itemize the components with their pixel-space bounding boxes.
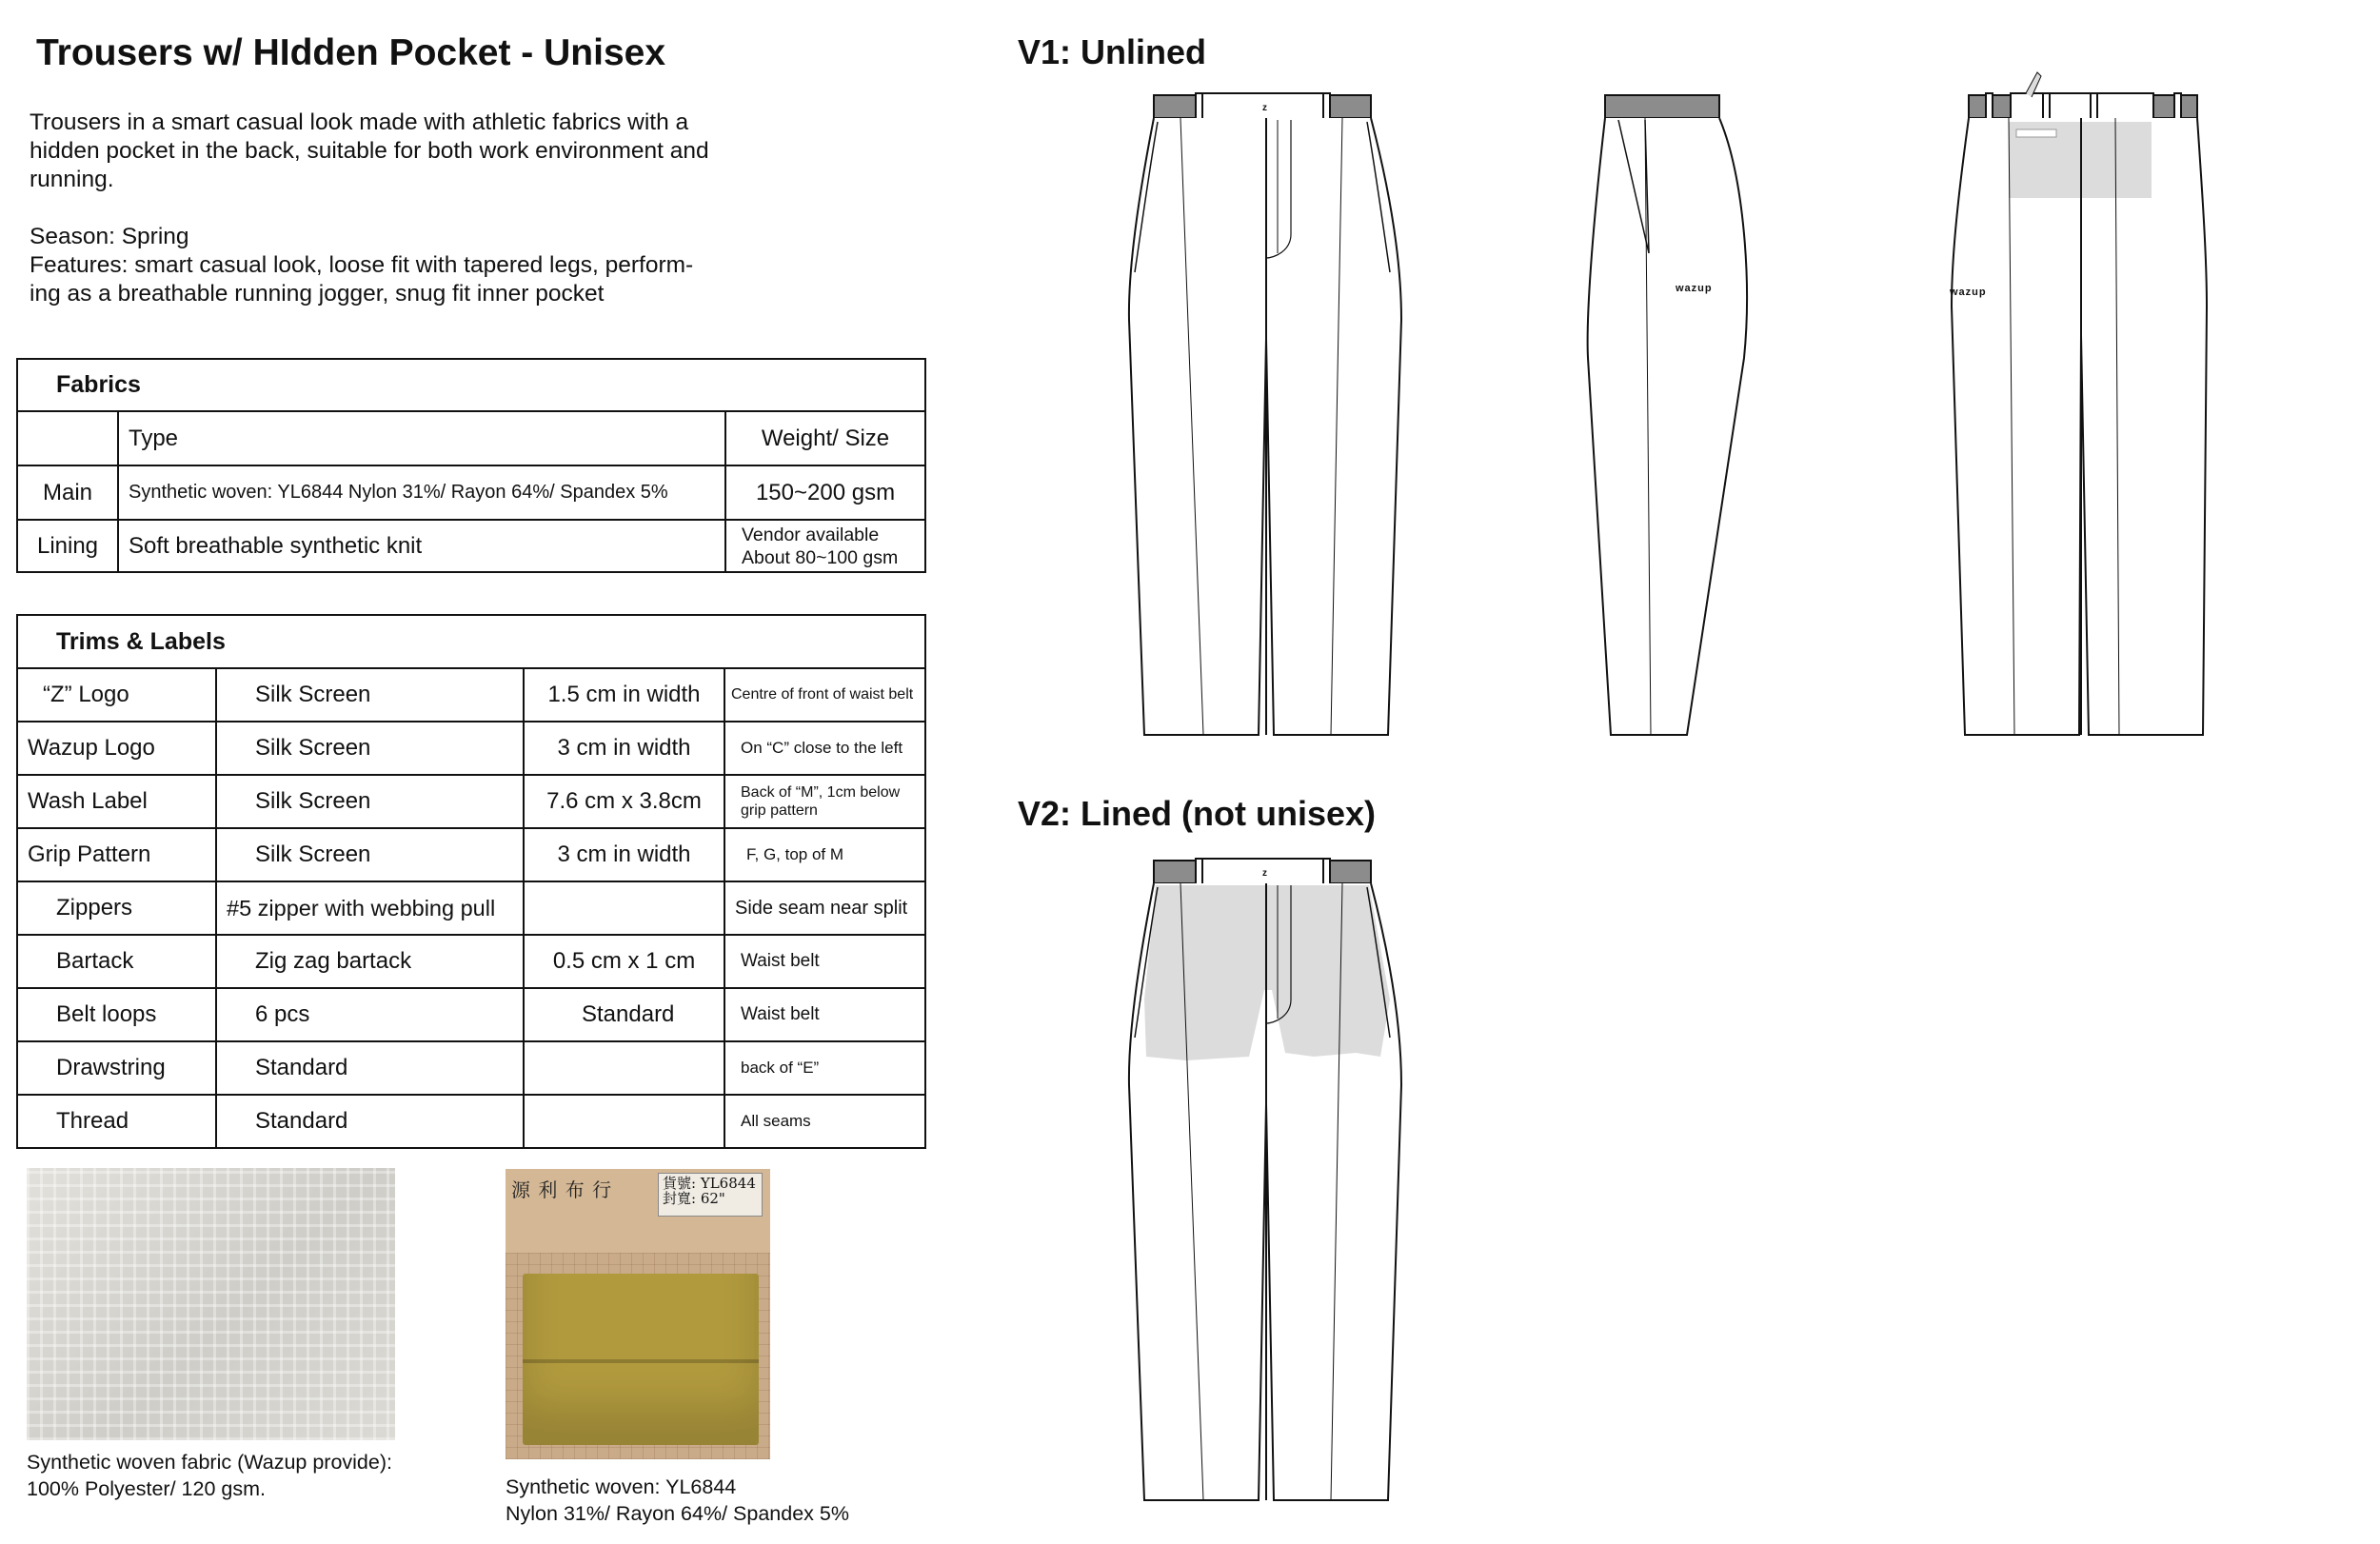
trim-placement: F, G, top of M xyxy=(724,828,925,881)
trim-method: Silk Screen xyxy=(216,722,524,775)
trim-placement: Waist belt xyxy=(724,988,925,1041)
trousers-lined-front-drawing xyxy=(1123,857,1399,1504)
trousers-back-drawing xyxy=(1929,69,2233,739)
fabric-label: Lining xyxy=(17,520,118,572)
fabric-type: Synthetic woven: YL6844 Nylon 31%/ Rayon 64%/ Spandex 5% xyxy=(118,465,725,520)
fabric-weight: Vendor available About 80~100 gsm xyxy=(725,520,925,572)
trim-method: Standard xyxy=(216,1041,524,1095)
trim-size xyxy=(524,881,724,935)
trim-size: Standard xyxy=(524,988,724,1041)
table-row xyxy=(17,465,925,520)
trim-placement: All seams xyxy=(724,1095,925,1148)
trim-method: 6 pcs xyxy=(216,988,524,1041)
table-row xyxy=(17,935,925,988)
trim-name: Thread xyxy=(17,1095,216,1148)
trim-size: 0.5 cm x 1 cm xyxy=(524,935,724,988)
table-row xyxy=(17,668,925,722)
trousers-front-drawing xyxy=(1123,91,1399,739)
trim-name: Bartack xyxy=(17,935,216,988)
trim-size xyxy=(524,1095,724,1148)
trim-method: Zig zag bartack xyxy=(216,935,524,988)
trim-placement: Back of “M”, 1cm below grip pattern xyxy=(724,775,925,828)
table-row xyxy=(17,988,925,1041)
trim-method: Silk Screen xyxy=(216,668,524,722)
fabrics-header-blank xyxy=(17,411,118,465)
fabrics-header-weight: Weight/ Size xyxy=(725,411,925,465)
fabric-weight: 150~200 gsm xyxy=(725,465,925,520)
description xyxy=(30,109,715,308)
trim-method: Silk Screen xyxy=(216,775,524,828)
page-title: Trousers w/ HIdden Pocket - Unisex xyxy=(36,32,666,73)
trim-size: 7.6 cm x 3.8cm xyxy=(524,775,724,828)
fabric-label: Main xyxy=(17,465,118,520)
fabrics-header-type: Type xyxy=(118,411,725,465)
swatch-fold-line xyxy=(523,1359,759,1363)
swatch-card-brand: 源 利 布 行 xyxy=(511,1178,613,1201)
table-row xyxy=(17,1041,925,1095)
trim-placement: On “C” close to the left xyxy=(724,722,925,775)
trim-placement: Centre of front of waist belt xyxy=(724,668,925,722)
fabric-swatch-polyester xyxy=(27,1168,395,1440)
trim-size: 1.5 cm in width xyxy=(524,668,724,722)
trousers-side-drawing xyxy=(1582,91,1754,739)
trim-name: Belt loops xyxy=(17,988,216,1041)
trim-name: Grip Pattern xyxy=(17,828,216,881)
trim-name: Wash Label xyxy=(17,775,216,828)
svg-text:z: z xyxy=(1262,868,1267,879)
table-row xyxy=(17,775,925,828)
season-text: Season: Spring xyxy=(30,224,189,249)
trim-size xyxy=(524,1041,724,1095)
trim-name: Drawstring xyxy=(17,1041,216,1095)
fabric-swatch-yl6844 xyxy=(506,1169,770,1459)
table-row xyxy=(17,520,925,572)
fabrics-heading: Fabrics xyxy=(17,359,925,411)
table-row xyxy=(17,828,925,881)
swatch-card-code: 貨號: YL6844 封寬: 62" xyxy=(658,1173,763,1217)
trim-name: Zippers xyxy=(17,881,216,935)
trim-placement: Waist belt xyxy=(724,935,925,988)
fabrics-table xyxy=(16,358,926,573)
table-row xyxy=(17,1095,925,1148)
brand-mark: wazup xyxy=(1950,287,1987,298)
trim-placement: Side seam near split xyxy=(724,881,925,935)
description-paragraph: Trousers in a smart casual look made with athletic fabrics with a hidden pocket in the back, suitable for both work environment and running. xyxy=(30,109,709,192)
trim-name: “Z” Logo xyxy=(17,668,216,722)
trim-size: 3 cm in width xyxy=(524,828,724,881)
trim-name: Wazup Logo xyxy=(17,722,216,775)
trim-method: Silk Screen xyxy=(216,828,524,881)
table-row xyxy=(17,881,925,935)
trims-table xyxy=(16,614,926,1149)
features-text: Features: smart casual look, loose fit with tapered legs, perform-ing as a breathable running jogger, snug fit inner pocket xyxy=(30,252,694,307)
v1-title: V1: Unlined xyxy=(1018,32,1207,71)
brand-mark: wazup xyxy=(1676,283,1713,294)
trim-placement: back of “E” xyxy=(724,1041,925,1095)
v2-title: V2: Lined (not unisex) xyxy=(1018,794,1377,833)
swatch-caption: Synthetic woven fabric (Wazup provide): 100% Polyester/ 120 gsm. xyxy=(27,1451,392,1500)
swatch-caption: Synthetic woven: YL6844 Nylon 31%/ Rayon 64%/ Spandex 5% xyxy=(506,1475,849,1525)
fabric-type: Soft breathable synthetic knit xyxy=(118,520,725,572)
trim-method: #5 zipper with webbing pull xyxy=(216,881,524,935)
trims-heading: Trims & Labels xyxy=(17,615,925,668)
trim-size: 3 cm in width xyxy=(524,722,724,775)
trim-method: Standard xyxy=(216,1095,524,1148)
svg-text:z: z xyxy=(1262,103,1267,113)
table-row xyxy=(17,722,925,775)
